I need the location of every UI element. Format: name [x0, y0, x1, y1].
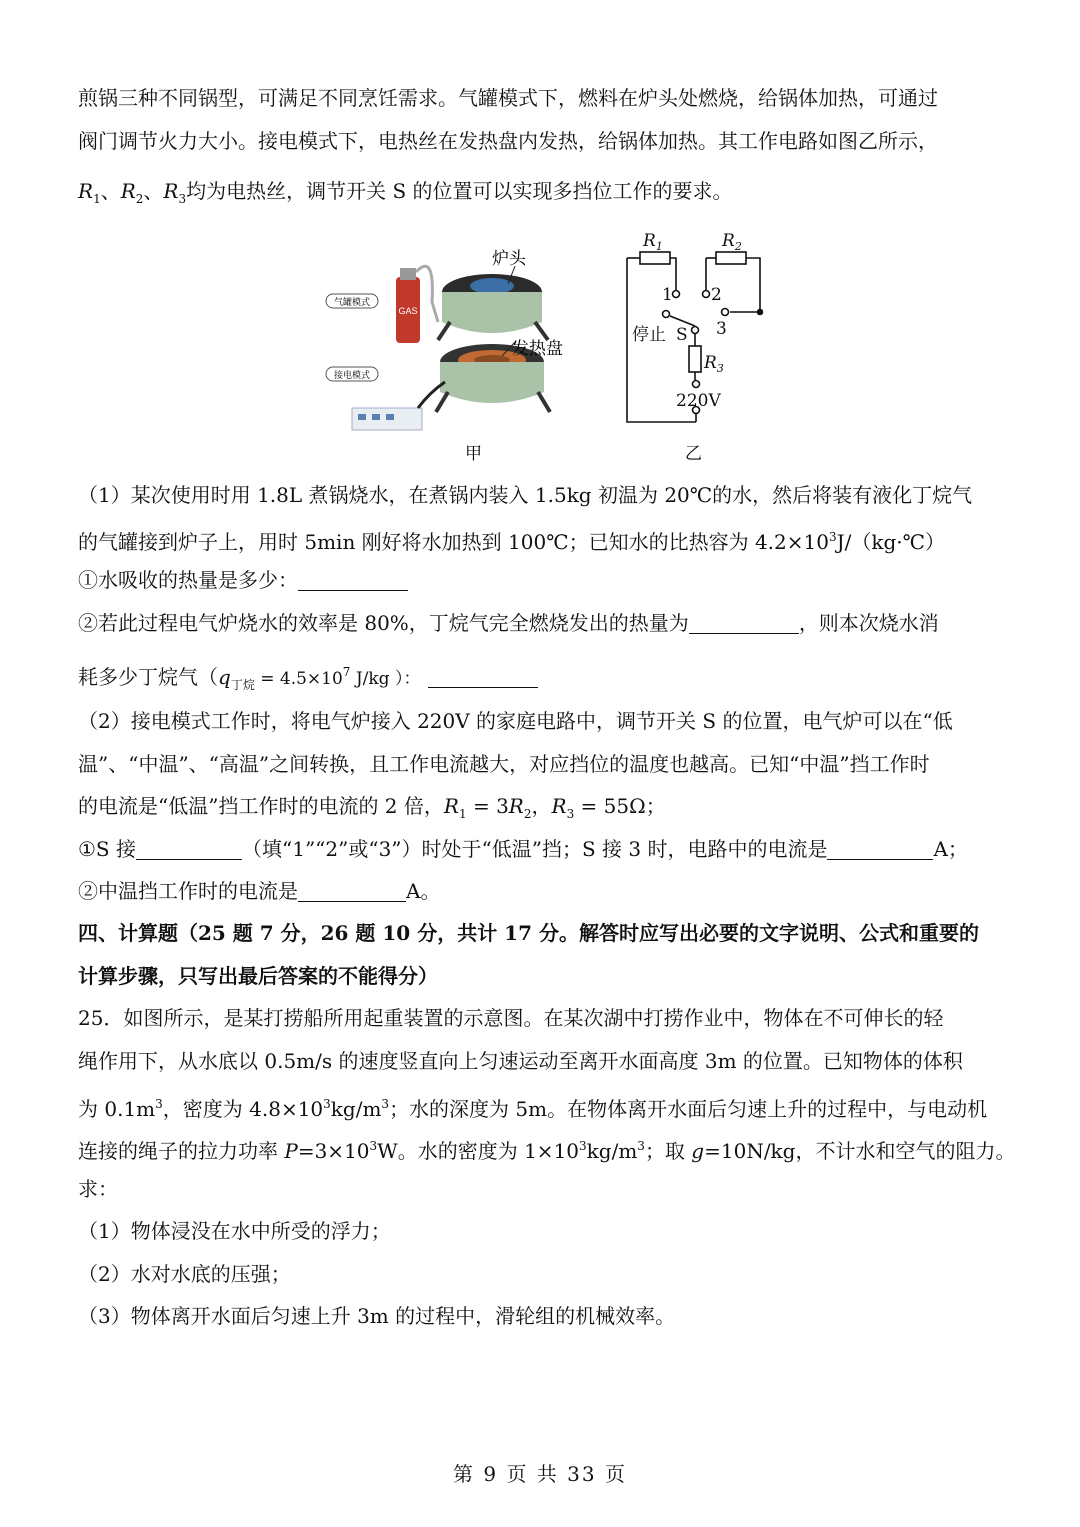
q1-line-2	[78, 522, 945, 557]
q2-eq: = 3	[466, 794, 509, 818]
q25-l3b: 3	[155, 1097, 163, 1111]
q2-r3-sub: 3	[566, 807, 575, 821]
q2-sub-2-b: A。	[406, 879, 441, 903]
q2-r3-val: = 55Ω；	[574, 794, 666, 818]
q1-sub-3-c: J/kg ）：	[350, 669, 421, 689]
q1-line-1: （1）某次使用时用 1.8L 煮锅烧水，在煮锅内装入 1.5kg 初温为 20℃的水，然后将装有液化丁烷气	[78, 483, 973, 507]
label-terminal-2: 2	[711, 285, 722, 305]
q1-sub-2-b: ，则本次烧水消	[798, 611, 939, 635]
answer-blank-1[interactable]	[298, 568, 408, 591]
q25-l3c: ，密度为 4.8×10	[162, 1097, 324, 1121]
q2-sub-1-c: A；	[933, 837, 968, 861]
q1-sub-3-q: q	[218, 665, 231, 689]
answer-blank-4[interactable]	[136, 837, 242, 860]
label-r3-sub: 3	[716, 362, 724, 375]
q25-part-1: （1）物体浸没在水中所受的浮力；	[78, 1219, 391, 1243]
label-r1: R	[643, 231, 656, 251]
q25-line-2: 绳作用下，从水底以 0.5m/s 的速度竖直向上匀速运动至离开水面高度 3m 的位置。已知物体的体积	[78, 1049, 963, 1073]
caption-yi: 乙	[685, 444, 702, 464]
label-terminal-3: 3	[716, 319, 727, 339]
q1-sub-3-a: 耗多少丁烷气（	[78, 665, 218, 689]
figure	[320, 222, 780, 472]
q2-sub-1	[78, 834, 968, 864]
q1-sub-1-text: ①水吸收的热量是多少：	[78, 568, 298, 592]
q25-l3e: kg/m	[330, 1097, 382, 1121]
q25-l3g: ；水的深度为 5m。在物体离开水面后匀速上升的过程中，与电动机	[389, 1097, 988, 1121]
q25-l4d: 3	[369, 1139, 378, 1153]
q25-part-3: （3）物体离开水面后匀速上升 3m 的过程中，滑轮组的机械效率。	[78, 1304, 676, 1328]
label-stop: 停止	[632, 325, 666, 345]
q1-line-2-exp: 3	[828, 530, 837, 544]
q25-l4a: 连接的绳子的拉力功率	[78, 1139, 285, 1163]
gas-can-label: GAS	[398, 306, 418, 316]
stove-illustration	[326, 249, 563, 464]
q25-l4g: kg/m	[586, 1139, 638, 1163]
q25-l3f: 3	[381, 1097, 390, 1111]
q25-line-5: 求：	[78, 1177, 118, 1201]
label-heating-plate: 发热盘	[512, 339, 563, 359]
svg-text:R3	[703, 353, 724, 375]
q25-l4f: 3	[579, 1139, 587, 1153]
q2-sub-2-a: ②中温挡工作时的电流是	[78, 879, 298, 903]
q25-l4k: =10N/kg，不计水和空气的阻力。	[704, 1139, 1016, 1163]
intro-line-1: 煎锅三种不同锅型，可满足不同烹饪需求。气罐模式下，燃料在炉头处燃烧，给锅体加热，可通过	[78, 86, 938, 110]
q1-line-2-a: 的气罐接到炉子上，用时 5min 刚好将水加热到 100℃；已知水的比热容为 4.2×10	[78, 530, 829, 554]
q25-l4b: P	[284, 1139, 298, 1163]
q2-line-2: 温”、“中温”、“高温”之间转换，且工作电流越大，对应挡位的温度也越高。已知“中温”挡工作时	[78, 752, 930, 776]
resistor-r2	[716, 252, 746, 264]
q2-r2-sub: 2	[523, 807, 532, 821]
label-terminal-1: 1	[662, 285, 673, 305]
answer-blank-6[interactable]	[298, 879, 406, 902]
section-4-line-2: 计算步骤，只写出最后答案的不能得分）	[78, 964, 438, 988]
q25-line-4	[78, 1131, 1015, 1166]
q1-sub-3-qsub: 丁烷	[230, 678, 255, 692]
q25-l4e: W。水的密度为 1×10	[377, 1139, 580, 1163]
q2-r2: R	[508, 794, 524, 818]
label-r1-sub: 1	[655, 240, 663, 253]
burner-body	[442, 292, 542, 333]
q1-sub-2-a: ②若此过程电气炉烧水的效率是 80%，丁烷气完全燃烧发出的热量为	[78, 611, 689, 635]
q25-l4i: ；取	[644, 1139, 692, 1163]
q2-sub-2	[78, 876, 440, 906]
q25-l4h: 3	[637, 1139, 645, 1153]
q25-l3d: 3	[323, 1097, 331, 1111]
q25-line-1: 25．如图所示，是某打捞船所用起重装置的示意图。在某次湖中打捞作业中，物体在不可伸长的轻	[78, 1006, 944, 1030]
intro-line-3-text: 均为电热丝，调节开关 S 的位置可以实现多挡位工作的要求。	[186, 179, 733, 203]
label-burner: 炉头	[492, 249, 526, 269]
svg-text:R1	[642, 231, 663, 253]
terminal-1	[673, 291, 680, 298]
mode-gas-label: 气罐模式	[333, 297, 371, 307]
q2-line-3-a: 的电流是“低温”挡工作时的电流的 2 倍，	[78, 794, 444, 818]
q1-line-2-c: J/（kg·℃）	[836, 530, 946, 554]
q25-line-3	[78, 1089, 987, 1124]
answer-blank-5[interactable]	[827, 837, 933, 860]
q25-l4j: g	[691, 1139, 705, 1163]
q1-sub-3-b: = 4.5×10	[254, 669, 343, 689]
switch-pivot	[692, 327, 699, 334]
intro-line-2: 阀门调节火力大小。接电模式下，电热丝在发热盘内发热，给锅体加热。其工作电路如图乙所示，	[78, 129, 938, 153]
q25-part-2: （2）水对水底的压强；	[78, 1262, 291, 1286]
supply-terminal-top	[693, 381, 700, 388]
q2-line-1: （2）接电模式工作时，将电气炉接入 220V 的家庭电路中，调节开关 S 的位置，电气炉可以在“低	[78, 709, 953, 733]
q2-sub-1-a: ①S 接	[78, 837, 136, 861]
terminal-2	[703, 291, 710, 298]
q2-r1: R	[443, 794, 459, 818]
q25-l3a: 为 0.1m	[78, 1097, 156, 1121]
q1-sub-3-exp: 7	[342, 665, 351, 679]
label-r2: R	[722, 231, 735, 251]
page-footer: 第 9 页 共 33 页	[453, 1462, 627, 1486]
section-4-line-1: 四、计算题（25 题 7 分，26 题 10 分，共计 17 分。解答时应写出必要的文字说明、公式和重要的	[78, 921, 979, 945]
label-voltage: 220V	[676, 391, 721, 411]
label-r2-sub: 2	[734, 240, 742, 253]
mode-elec-label: 接电模式	[333, 370, 371, 380]
answer-blank-2[interactable]	[689, 611, 799, 634]
terminal-3	[722, 309, 729, 316]
q2-r1-sub: 1	[458, 807, 467, 821]
answer-blank-3[interactable]	[428, 665, 538, 688]
label-switch: S	[676, 325, 688, 345]
q2-line-3	[78, 791, 666, 829]
q25-l4c: =3×10	[297, 1139, 370, 1163]
resistor-r3	[689, 346, 701, 372]
q1-sub-1	[78, 565, 408, 595]
label-r3: R	[704, 353, 717, 373]
resistor-r1	[640, 252, 670, 264]
q2-sub-1-b: （填“1”“2”或“3”）时处于“低温”挡；S 接 3 时，电路中的电流是	[242, 837, 828, 861]
q2-comma: ，	[531, 794, 552, 818]
q1-sub-3	[78, 657, 538, 700]
q2-r3: R	[551, 794, 567, 818]
svg-text:R2	[721, 231, 742, 253]
q1-sub-2	[78, 608, 939, 638]
terminal-stop	[663, 311, 670, 318]
intro-line-3: $R_1$、$R_2$、$R_3$均为电热丝，调节开关 S 的位置可以实现多挡位工作的要求。	[78, 179, 733, 206]
caption-jia: 甲	[465, 444, 482, 464]
